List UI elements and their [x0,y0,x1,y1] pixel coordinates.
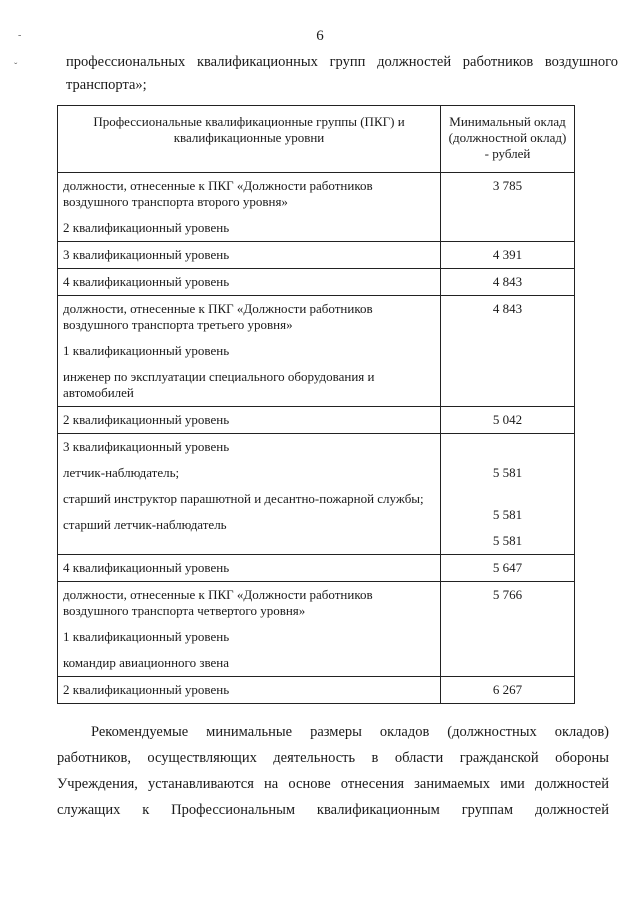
row-value: 5 766 [441,582,575,677]
row-value: 5 581 [492,465,523,480]
row-text: должности, отнесенные к ПКГ «Должности работников воздушного транспорта четвертого уровня» [63,587,373,618]
table-row [58,677,575,704]
row-text: инженер по эксплуатации специального оборудования и автомобилей [63,369,375,400]
sub-row [63,465,434,481]
table-row [58,407,575,434]
row-text: 1 квалификационный уровень [63,629,230,644]
table-row [58,173,575,242]
row-value: 6 267 [441,677,575,704]
table-row [58,269,575,296]
row-name-cell [58,582,441,677]
row-text: 2 квалификационный уровень [58,407,441,434]
row-value: 5 042 [441,407,575,434]
row-text: командир авиационного звена [63,655,230,670]
page-number: 6 [316,28,324,44]
header-group: Профессиональные квалификационные группы (ПКГ) и квалификационные уровни [58,106,441,173]
row-name-cell [58,434,441,555]
row-name-cell [58,296,441,407]
row-name-cell [58,173,441,242]
margin-mark: - [18,30,22,41]
row-text: старший летчик-наблюдатель [63,517,227,532]
intro-line: профессиональных квалификационных групп должностей работников воздушного [66,54,618,70]
table-row [58,242,575,269]
outro-line: служащих к Профессиональным квалификационным группам должностей [57,802,609,818]
row-text: 3 квалификационный уровень [63,439,230,454]
margin-mark: ˇ [14,62,18,73]
row-value: 3 785 [441,173,575,242]
row-text: летчик-наблюдатель; [63,465,180,480]
header-salary: Минимальный оклад (должностной оклад) - рублей [441,106,575,173]
table-row [58,296,575,407]
row-text: 2 квалификационный уровень [63,220,230,235]
row-text: должности, отнесенные к ПКГ «Должности работников воздушного транспорта второго уровня» [63,178,373,209]
row-text: 2 квалификационный уровень [58,677,441,704]
row-value: 5 581 [492,507,523,522]
outro-line: работников, осуществляющих деятельность в области гражданской обороны [57,750,609,766]
salary-table [57,105,575,704]
table-row [58,434,575,555]
row-value-cell [441,434,575,555]
row-value: 4 843 [441,269,575,296]
row-value: 4 843 [441,296,575,407]
outro-paragraph [57,719,609,823]
row-text: старший инструктор парашютной и десантно-пожарной службы; [63,491,424,506]
row-text: должности, отнесенные к ПКГ «Должности работников воздушного транспорта третьего уровня» [63,301,373,332]
outro-line: Учреждения, устанавливаются на основе отнесения занимаемых ими должностей [57,776,609,792]
outro-line: Рекомендуемые минимальные размеры окладов (должностных окладов) [91,724,609,740]
row-text: 4 квалификационный уровень [58,269,441,296]
row-value: 5 647 [441,555,575,582]
table-header-row [58,106,575,173]
row-text: 4 квалификационный уровень [58,555,441,582]
row-text: 3 квалификационный уровень [58,242,441,269]
table-row [58,582,575,677]
table-row [58,555,575,582]
row-value: 4 391 [441,242,575,269]
intro-paragraph [66,51,618,97]
intro-line: транспорта»; [66,77,147,93]
row-value: 5 581 [492,533,523,548]
row-text: 1 квалификационный уровень [63,343,230,358]
